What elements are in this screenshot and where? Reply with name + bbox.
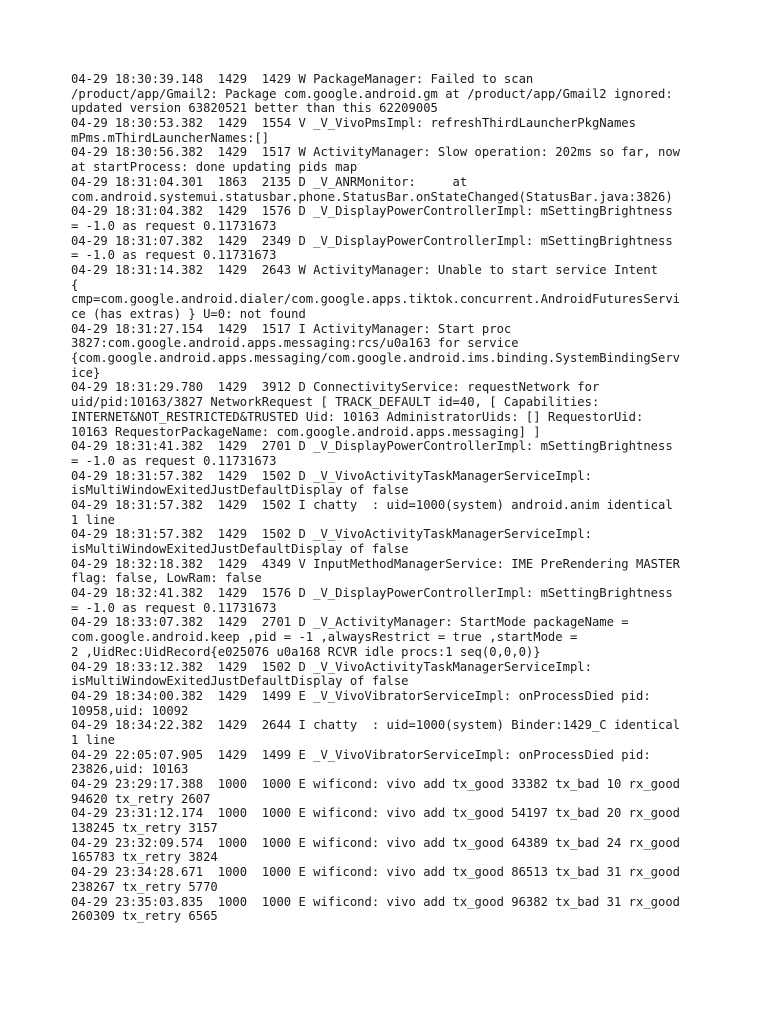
log-line: updated version 63820521 better than this 62209005 bbox=[71, 101, 438, 116]
log-line: 165783 tx_retry 3824 bbox=[71, 850, 218, 865]
log-line: 04-29 18:31:57.382 1429 1502 I chatty : uid=1000(system) android.anim identical bbox=[71, 497, 673, 512]
log-line: 04-29 18:31:04.301 1863 2135 D _V_ANRMonitor: at bbox=[71, 174, 468, 189]
log-line: cmp=com.google.android.dialer/com.google.apps.tiktok.concurrent.AndroidFuturesServi bbox=[71, 292, 681, 307]
log-line: = -1.0 as request 0.11731673 bbox=[71, 248, 277, 263]
log-line: 04-29 18:32:18.382 1429 4349 V InputMethodManagerService: IME PreRendering MASTER bbox=[71, 556, 681, 571]
log-line: 04-29 23:31:12.174 1000 1000 E wificond: vivo add tx_good 54197 tx_bad 20 rx_good bbox=[71, 806, 681, 821]
log-line: 2 ,UidRec:UidRecord{e025076 u0a168 RCVR idle procs:1 seq(0,0,0)} bbox=[71, 644, 541, 659]
log-line: flag: false, LowRam: false bbox=[71, 571, 262, 586]
log-line: 04-29 18:30:56.382 1429 1517 W ActivityManager: Slow operation: 202ms so far, now bbox=[71, 145, 681, 160]
log-line: 04-29 18:34:00.382 1429 1499 E _V_VivoVibratorServiceImpl: onProcessDied pid: bbox=[71, 688, 651, 703]
log-line: 04-29 18:30:39.148 1429 1429 W PackageManager: Failed to scan bbox=[71, 72, 534, 86]
log-line: 04-29 23:34:28.671 1000 1000 E wificond: vivo add tx_good 86513 tx_bad 31 rx_good bbox=[71, 865, 681, 880]
log-line: 04-29 18:30:53.382 1429 1554 V _V_VivoPmsImpl: refreshThirdLauncherPkgNames bbox=[71, 116, 636, 131]
log-line: 04-29 22:05:07.905 1429 1499 E _V_VivoVibratorServiceImpl: onProcessDied pid: bbox=[71, 747, 651, 762]
log-line: isMultiWindowExitedJustDefaultDisplay of false bbox=[71, 542, 409, 556]
log-line: ce (has extras) } U=0: not found bbox=[71, 307, 306, 321]
log-line: 10163 RequestorPackageName: com.google.android.apps.messaging] ] bbox=[71, 424, 541, 439]
log-line: ice} bbox=[71, 365, 101, 380]
log-line: 238267 tx_retry 5770 bbox=[71, 879, 218, 894]
log-line: 04-29 18:31:07.382 1429 2349 D _V_DisplayPowerControllerImpl: mSettingBrightness bbox=[71, 233, 673, 248]
log-line: 04-29 18:31:29.780 1429 3912 D ConnectivityService: requestNetwork for bbox=[71, 380, 600, 395]
log-line: 260309 tx_retry 6565 bbox=[71, 909, 218, 924]
log-line: { bbox=[71, 277, 79, 292]
log-line: 04-29 18:31:04.382 1429 1576 D _V_DisplayPowerControllerImpl: mSettingBrightness bbox=[71, 204, 673, 219]
log-line: 04-29 18:33:07.382 1429 2701 D _V_ActivityManager: StartMode packageName = bbox=[71, 615, 629, 630]
log-line: 04-29 18:32:41.382 1429 1576 D _V_DisplayPowerControllerImpl: mSettingBrightness bbox=[71, 586, 673, 601]
log-line: 138245 tx_retry 3157 bbox=[71, 821, 218, 836]
log-line: 04-29 18:34:22.382 1429 2644 I chatty : uid=1000(system) Binder:1429_C identical bbox=[71, 718, 681, 733]
log-line: isMultiWindowExitedJustDefaultDisplay of false bbox=[71, 674, 409, 689]
log-text-block bbox=[71, 72, 711, 924]
log-line: /product/app/Gmail2: Package com.google.android.gm at /product/app/Gmail2 ignored: bbox=[71, 86, 673, 101]
log-line: 94620 tx_retry 2607 bbox=[71, 791, 211, 806]
log-line: 1 line bbox=[71, 732, 116, 747]
log-line: 10958,uid: 10092 bbox=[71, 703, 189, 718]
log-line: 04-29 18:31:57.382 1429 1502 D _V_VivoActivityTaskManagerServiceImpl: bbox=[71, 527, 592, 542]
log-line: = -1.0 as request 0.11731673 bbox=[71, 218, 277, 233]
log-line: 23826,uid: 10163 bbox=[71, 762, 189, 777]
log-line: 04-29 18:31:41.382 1429 2701 D _V_DisplayPowerControllerImpl: mSettingBrightness bbox=[71, 439, 673, 454]
log-line: uid/pid:10163/3827 NetworkRequest [ TRACK_DEFAULT id=40, [ Capabilities: bbox=[71, 395, 600, 410]
log-line: INTERNET&NOT_RESTRICTED&TRUSTED Uid: 10163 AdministratorUids: [] RequestorUid: bbox=[71, 409, 644, 424]
log-line: 04-29 18:31:27.154 1429 1517 I ActivityManager: Start proc bbox=[71, 321, 512, 336]
log-line: 04-29 23:29:17.388 1000 1000 E wificond: vivo add tx_good 33382 tx_bad 10 rx_good bbox=[71, 777, 681, 791]
log-line: 04-29 18:31:57.382 1429 1502 D _V_VivoActivityTaskManagerServiceImpl: bbox=[71, 468, 592, 483]
log-line: 1 line bbox=[71, 512, 116, 527]
log-line: 04-29 23:32:09.574 1000 1000 E wificond: vivo add tx_good 64389 tx_bad 24 rx_good bbox=[71, 835, 681, 850]
log-line: isMultiWindowExitedJustDefaultDisplay of false bbox=[71, 483, 409, 498]
log-line: com.google.android.keep ,pid = -1 ,alwaysRestrict = true ,startMode = bbox=[71, 630, 578, 645]
log-line: mPms.mThirdLauncherNames:[] bbox=[71, 130, 270, 145]
log-line: at startProcess: done updating pids map bbox=[71, 160, 358, 175]
log-line: 3827:com.google.android.apps.messaging:rcs/u0a163 for service bbox=[71, 336, 519, 351]
log-line: 04-29 18:33:12.382 1429 1502 D _V_VivoActivityTaskManagerServiceImpl: bbox=[71, 659, 592, 674]
log-line: = -1.0 as request 0.11731673 bbox=[71, 600, 277, 615]
log-line: {com.google.android.apps.messaging/com.google.android.ims.binding.SystemBindingServ bbox=[71, 351, 681, 366]
log-line: com.android.systemui.statusbar.phone.StatusBar.onStateChanged(StatusBar.java:3826) bbox=[71, 189, 673, 204]
log-line: = -1.0 as request 0.11731673 bbox=[71, 453, 277, 468]
log-line: 04-29 18:31:14.382 1429 2643 W ActivityManager: Unable to start service Intent bbox=[71, 262, 658, 277]
log-line: 04-29 23:35:03.835 1000 1000 E wificond: vivo add tx_good 96382 tx_bad 31 rx_good bbox=[71, 894, 681, 909]
